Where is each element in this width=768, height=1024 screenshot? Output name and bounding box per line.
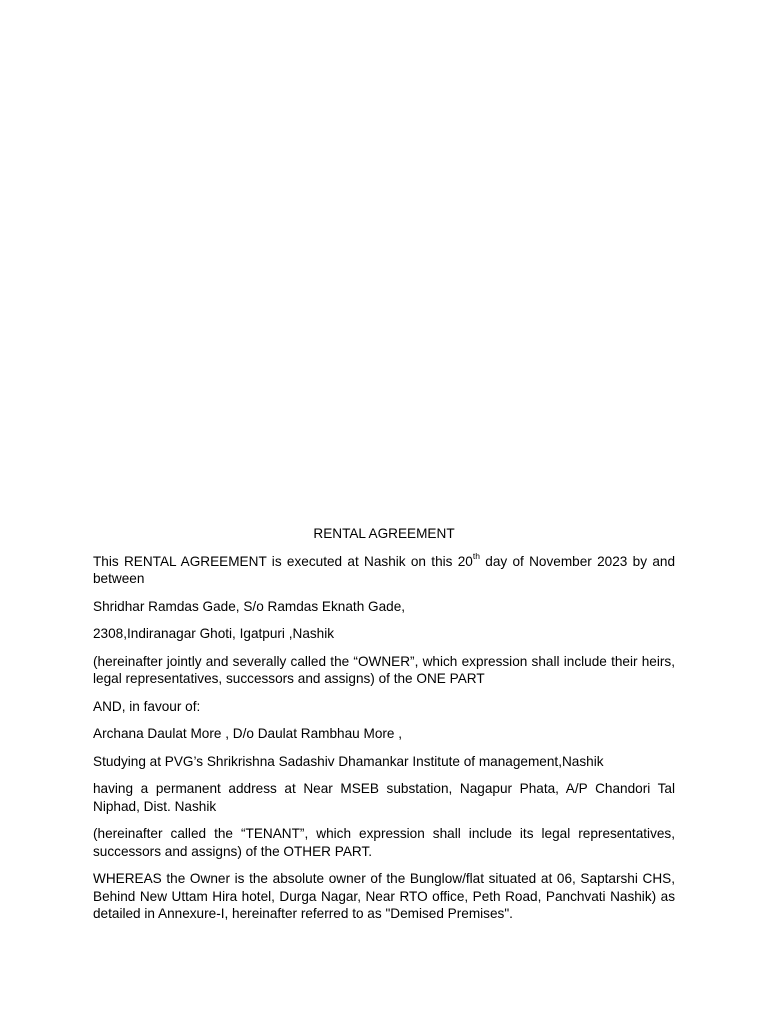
owner-clause: (hereinafter jointly and severally called the “OWNER”, which expression shall include their heirs, legal representatives, successors and assigns) of the ONE PART [93,653,675,686]
intro-before-day: This RENTAL AGREEMENT is executed at Nashik on this 20 [93,553,473,569]
tenant-study: Studying at PVG’s Shrikrishna Sadashiv Dhamankar Institute of management,Nashik [93,753,604,769]
document-title: RENTAL AGREEMENT [313,526,455,541]
intro-after-day: day of November 2023 by and between [93,553,675,586]
whereas-clause: WHEREAS the Owner is the absolute owner of the Bunglow/flat situated at 06, Saptarshi CHS, Behind New Uttam Hira hotel, Durga Nagar, Near RTO office, Peth Road, Panchvati Nashik) as detailed in Annexure-I, hereinafter referred to as "Demised Premises". [93,871,675,921]
tenant-clause: (hereinafter called the “TENANT”, which expression shall include its legal representatives, successors and assigns) of the OTHER PART. [93,826,675,859]
document-body [93,525,675,933]
owner-address: 2308,Indiranagar Ghoti, Igatpuri ,Nashik [93,626,335,641]
owner-name: Shridhar Ramdas Gade, S/o Ramdas Eknath Gade, [93,598,406,614]
intro-paragraph [93,550,675,588]
tenant-address: having a permanent address at Near MSEB substation, Nagapur Phata, A/P Chandori Tal Niphad, Dist. Nashik [93,781,675,814]
and-in-favour: AND, in favour of: [93,698,201,714]
day-ordinal-suffix: th [472,550,480,561]
tenant-name: Archana Daulat More , D/o Daulat Rambhau More , [93,726,403,741]
